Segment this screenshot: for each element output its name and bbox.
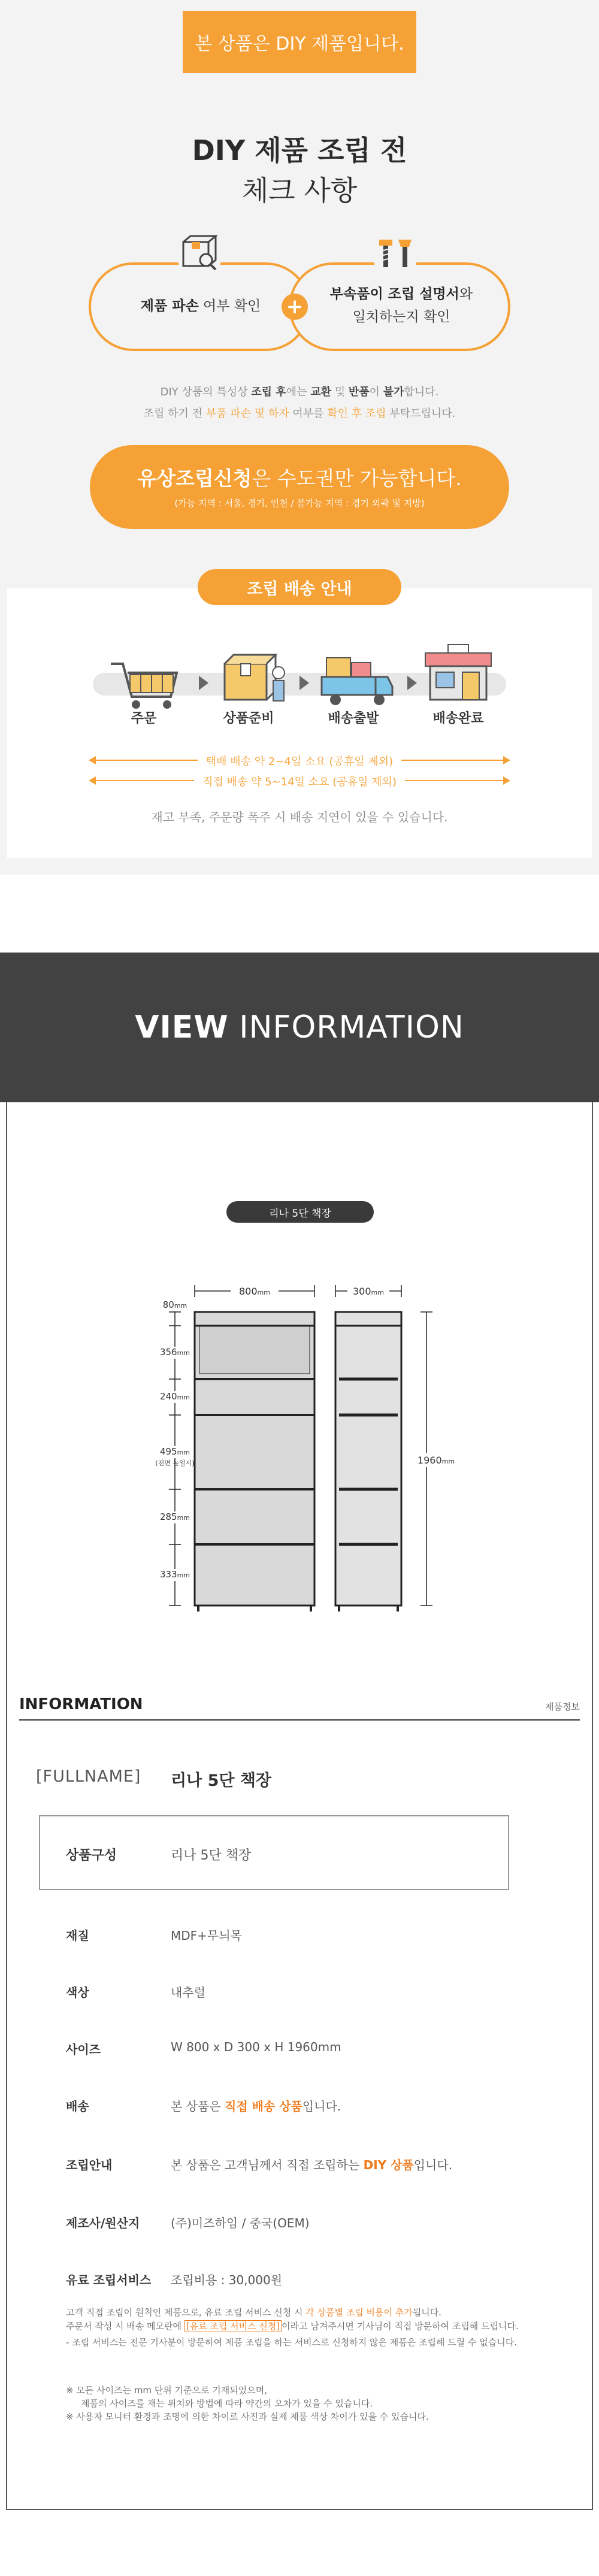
shelf-height-label: 285mm xyxy=(159,1511,190,1522)
shelf-height-label: 333mm xyxy=(159,1569,190,1580)
damage-check-text: 제품 파손 여부 확인 xyxy=(140,298,261,314)
check-title: DIY 제품 조립 전 xyxy=(192,134,407,167)
information-subheading: 제품정보 xyxy=(545,1701,580,1712)
shelf-height-label: 80mm xyxy=(162,1299,187,1310)
paid-assembly-title: 유상조립신청은 수도권만 가능합니다. xyxy=(137,467,462,490)
shipping-value: 본 상품은 직접 배송 상품입니다. xyxy=(171,2099,341,2114)
color-value: 내추럴 xyxy=(171,1985,205,2000)
fullname-value: 리나 5단 책장 xyxy=(171,1771,271,1790)
parcel-shipping-text: 택배 배송 약 2~4일 소요 (공휴일 제외) xyxy=(0,753,599,769)
footnote-size: ※ 모든 사이즈는 mm 단위 기준으로 기재되었으며, xyxy=(66,2385,267,2396)
maker-label: 제조사/원산지 xyxy=(66,2216,140,2230)
composition-value: 리나 5단 책장 xyxy=(171,1848,252,1863)
parts-check-text: 부속품이 조립 설명서와 일치하는지 확인 xyxy=(329,286,473,325)
height-label: 1960mm xyxy=(417,1455,455,1466)
step-prepare-label: 상품준비 xyxy=(223,711,274,726)
depth-label: 300mm xyxy=(353,1286,384,1297)
assembly-value: 본 상품은 고객님께서 직접 조립하는 DIY 상품입니다. xyxy=(171,2158,453,2172)
information-heading: INFORMATION xyxy=(19,1695,143,1713)
material-value: MDF+무늬목 xyxy=(171,1928,242,1943)
paid-assembly-region: (가능 지역 : 서울, 경기, 인천 / 불가능 지역 : 경기 외곽 및 지방) xyxy=(174,498,425,509)
maker-value: (주)미즈하임 / 중국(OEM) xyxy=(171,2216,310,2230)
size-label: 사이즈 xyxy=(66,2042,101,2057)
material-label: 재질 xyxy=(66,1928,89,1943)
composition-label: 상품구성 xyxy=(66,1848,117,1863)
diy-banner: 본 상품은 DIY 제품입니다. xyxy=(183,11,416,73)
shelf-height-label: 356mm xyxy=(159,1347,190,1357)
inspect-notice: 조립 하기 전 부품 파손 및 하자 여부를 확인 후 조립 부탁드립니다. xyxy=(143,407,456,420)
view-information-title: VIEW INFORMATION xyxy=(135,1009,464,1045)
exchange-notice: DIY 상품의 특성상 조립 후에는 교환 및 반품이 불가합니다. xyxy=(160,386,439,398)
side-view xyxy=(335,1312,401,1611)
step-dispatch-label: 배송출발 xyxy=(328,711,379,726)
shelf-height-label: 240mm xyxy=(159,1391,190,1402)
direct-shipping-text: 직접 배송 약 5~14일 소요 (공휴일 제외) xyxy=(0,773,599,789)
size-value: W 800 x D 300 x H 1960mm xyxy=(171,2040,341,2054)
step-order-label: 주문 xyxy=(131,711,157,726)
fullname-label: [FULLNAME] xyxy=(36,1767,141,1786)
color-label: 색상 xyxy=(66,1985,89,2000)
delay-notice: 재고 부족, 주문량 폭주 시 배송 지연이 있을 수 있습니다. xyxy=(151,810,448,824)
shelf-height-label: 495mm xyxy=(159,1446,190,1457)
shelf-note-label: (전면 높일시) xyxy=(155,1459,195,1467)
paid-service-value: 조립비용 : 30,000원 xyxy=(171,2273,283,2287)
width-label: 800mm xyxy=(239,1286,270,1297)
divider xyxy=(19,1719,580,1721)
shelf-height-labels xyxy=(143,1299,195,1581)
footnote-size-tolerance: 제품의 사이즈를 재는 위치와 방법에 따라 약간의 오차가 있을 수 있습니다. xyxy=(81,2398,373,2409)
delivery-badge: 조립 배송 안내 xyxy=(198,569,401,605)
service-note-2: 주문서 작성 시 배송 메모란에 [유료 조립 서비스 신청] 이라고 남겨주시면 기사님이 직접 방문하여 조립해 드립니다. xyxy=(66,2321,519,2332)
shipping-label: 배송 xyxy=(66,2099,89,2114)
assembly-label: 조립안내 xyxy=(66,2158,113,2172)
paid-service-label: 유료 조립서비스 xyxy=(66,2273,152,2287)
plus-icon: + xyxy=(282,294,308,320)
product-name-tag: 리나 5단 책장 xyxy=(226,1201,374,1223)
service-note-1: 고객 직접 조립이 원칙인 제품으로, 유료 조립 서비스 신청 시 각 상품별 조립 비용이 추가됩니다. xyxy=(66,2307,441,2318)
footnote-color: ※ 사용자 모니터 환경과 조명에 의한 차이로 사진과 실제 제품 색상 차이가 있을 수 있습니다. xyxy=(66,2411,429,2422)
service-note-3: - 조립 서비스는 전문 기사분이 방문하여 제품 조립을 하는 서비스로 신청하지 않은 제품은 조립해 드릴 수 없습니다. xyxy=(66,2337,518,2348)
check-subtitle: 체크 사항 xyxy=(241,174,358,207)
front-view xyxy=(195,1312,314,1611)
step-delivered-label: 배송완료 xyxy=(432,711,484,726)
